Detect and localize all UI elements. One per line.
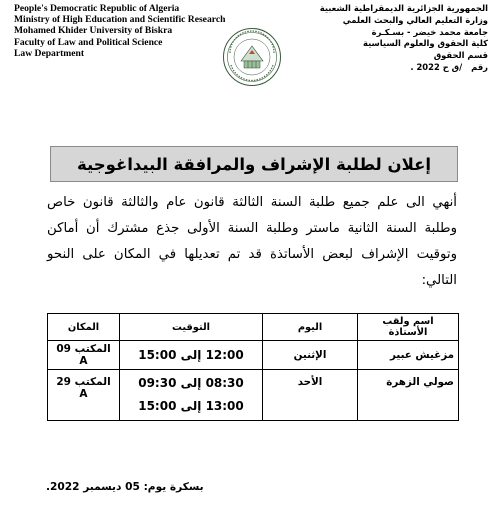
table-header-row — [48, 314, 459, 341]
header-left-department: Law Department — [14, 47, 85, 59]
header-left-university: Mohamed Khider University of Biskra — [14, 25, 173, 37]
time-cell — [120, 370, 263, 421]
header-time: التوقيت — [120, 314, 263, 341]
teacher-name: صولي الزهرة — [358, 370, 459, 421]
table-row — [48, 341, 459, 370]
announcement-title: إعلان لطلبة الإشراف والمرافقة البيداغوجية — [50, 146, 458, 182]
header-place: المكان — [48, 314, 120, 341]
reference-code: /ق ح 2022 . — [410, 61, 463, 72]
reference-number — [318, 62, 488, 74]
day-cell: الأحد — [263, 370, 358, 421]
time-slot: 08:30 إلى 09:30 — [138, 376, 244, 390]
header-left-faculty: Faculty of Law and Political Science — [14, 36, 163, 48]
schedule-table — [47, 313, 459, 421]
header-right-university: جامعة محمد خيضر - بسـكـرة — [371, 26, 488, 37]
header-day: اليوم — [263, 314, 358, 341]
header-right-country: الجمهورية الجزائرية الديمقراطية الشعبية — [319, 3, 488, 13]
table-row — [48, 370, 459, 421]
time-slot: 12:00 إلى 15:00 — [138, 347, 244, 362]
day-cell: الإثنين — [263, 341, 358, 370]
time-slot: 13:00 إلى 15:00 — [138, 399, 244, 413]
reference-label: رقم — [471, 61, 488, 72]
header-right-ministry: وزارة التعليم العالي والبحث العلمي — [342, 14, 488, 25]
place-cell: المكتب 29 A — [48, 370, 120, 421]
header-right-department: قسم الحقوق — [433, 50, 488, 61]
header-right — [318, 3, 488, 74]
place-cell: المكتب 09 A — [48, 341, 120, 370]
header-left-ministry: Ministry of High Education and Scientific Research — [14, 14, 226, 26]
university-seal — [222, 27, 282, 87]
header-left-country: People's Democratic Republic of Algeria — [14, 3, 180, 14]
header-right-faculty: كلية الحقوق والعلوم السياسية — [363, 38, 488, 49]
signature-date: بسكرة يوم: 05 ديسمبر 2022. — [46, 481, 204, 493]
header-name: اسم ولقب الأستاذة — [358, 314, 459, 341]
announcement-body: أنهي الى علم جميع طلبة السنة الثالثة قانون عام والثالثة قانون خاص وطلبة السنة الثانية ماستر وطلبة السنة الأولى جذع مشترك أن أماكن وتوقيت الإشراف لبعض الأساتذة قد تم تعديلها في المكان على النحو التالي: — [47, 195, 457, 288]
time-cell — [120, 341, 263, 370]
teacher-name: مزغيش عبير — [358, 341, 459, 370]
